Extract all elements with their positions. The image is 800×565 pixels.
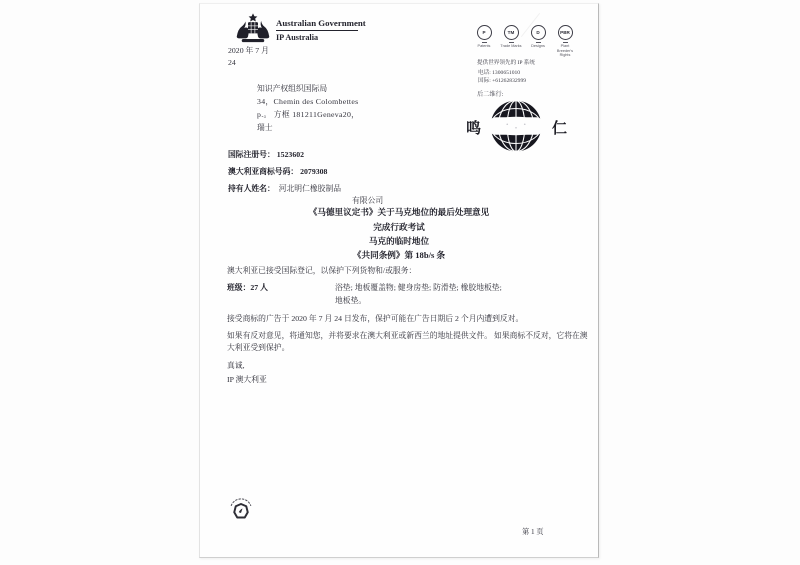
pbr-icon [558, 25, 573, 40]
letter-title-line2: 完成行政考试 [373, 222, 425, 232]
au-tm-value: 2079308 [300, 167, 328, 176]
body-para3-line2: 大利亚受到保护。 [227, 343, 290, 352]
goods-line2: 地板垫。 [335, 296, 367, 305]
intl-reg-row [228, 150, 304, 160]
class-label: 班级： [227, 283, 251, 292]
page-number: 第 1 页 [522, 528, 544, 536]
icon-dash [482, 42, 487, 43]
pbr-abbr: PBR [560, 30, 570, 35]
goods-line1: 浴垫; 地板覆盖物; 健身房垫; 防滑垫; 橡胶地板垫; [335, 283, 502, 292]
icon-dash [509, 42, 514, 43]
header-divider [276, 30, 358, 31]
ip-icon-group [553, 25, 577, 58]
recipient-line4: 瑞士 [257, 123, 273, 132]
letter-date-line2: 24 [228, 58, 236, 67]
letter-title-line3: 马克的临时地位 [368, 236, 430, 246]
holder-row [228, 184, 341, 194]
class-value: 27 人 [250, 283, 268, 292]
pbr-label: Plant Breeder's Rights [556, 44, 574, 57]
stamp-char-left: 鸣 [466, 121, 482, 137]
trademarks-abbr: TM [507, 30, 515, 35]
phone-number: 电话: 1300651010 [478, 70, 521, 76]
au-tm-row [228, 167, 327, 177]
letter-title-line4: 《共同条例》第 18b/s 条 [352, 250, 446, 260]
body-para3-line1: 如果有反对意见，将通知您，并将要求在澳大利亚或新西兰的地址提供文件。 如果商标不反对，它将在澳 [227, 331, 588, 340]
trademarks-label: Trade Marks [500, 44, 522, 48]
closing: 真诚, [227, 361, 245, 370]
ip-icon-group [526, 25, 550, 49]
body-para1: 澳大利亚已接受国际登记，以保护下列货物和/或服务： [227, 266, 417, 275]
intl-reg-label: 国际注册号： [228, 150, 275, 159]
international-number: 国际: +61262832999 [478, 78, 527, 84]
gov-subtitle: IP Australia [276, 33, 319, 42]
australian-coat-of-arms-icon [233, 12, 273, 49]
icon-dash [536, 42, 541, 43]
letter-title-line1: 《马德里议定书》关于马克地位的最后处理意见 [308, 207, 490, 217]
recipient-line2: 34，Chemin des Colombettes [257, 97, 359, 106]
patents-icon [477, 25, 492, 40]
holder-value-line2: 有限公司 [352, 196, 384, 205]
ip-icon-group [472, 25, 496, 49]
recipient-line1: 知识产权组织国际局 [257, 84, 328, 93]
holder-label: 持有人姓名： [228, 184, 275, 193]
holder-value: 河北明仁橡胶制品 [278, 184, 342, 193]
designs-abbr: D [536, 30, 540, 35]
mark-reference-label: 后二维行: [477, 91, 504, 98]
trademark-globe-icon [488, 98, 544, 157]
ip-icon-group [499, 25, 523, 49]
designs-icon [531, 25, 546, 40]
class-row [227, 283, 268, 293]
patents-label: Patents [477, 44, 491, 48]
recipient-line3: p.。 方框 181211Geneva20， [257, 110, 360, 119]
signature: IP 澳大利亚 [227, 375, 267, 384]
designs-label: Designs [531, 44, 545, 48]
certification-seal-icon [226, 494, 256, 529]
letter-date-line1: 2020 年 7 月 [228, 46, 269, 55]
patents-abbr: P [482, 30, 486, 35]
trademarks-icon [504, 25, 519, 40]
intl-reg-value: 1523602 [276, 150, 305, 159]
tagline: 提供世界领先的 IP 系统 [477, 60, 535, 66]
stamp-char-right: 仁 [552, 121, 568, 137]
body-para2: 接受商标的广告于 2020 年 7 月 24 日发布，保护可能在广告日期后 2 个月内遭到反对。 [227, 314, 524, 323]
au-tm-label: 澳大利亚商标号码： [228, 167, 299, 176]
gov-title: Australian Government [276, 18, 366, 28]
icon-dash [563, 42, 568, 43]
scanned-letter-page [199, 3, 599, 558]
